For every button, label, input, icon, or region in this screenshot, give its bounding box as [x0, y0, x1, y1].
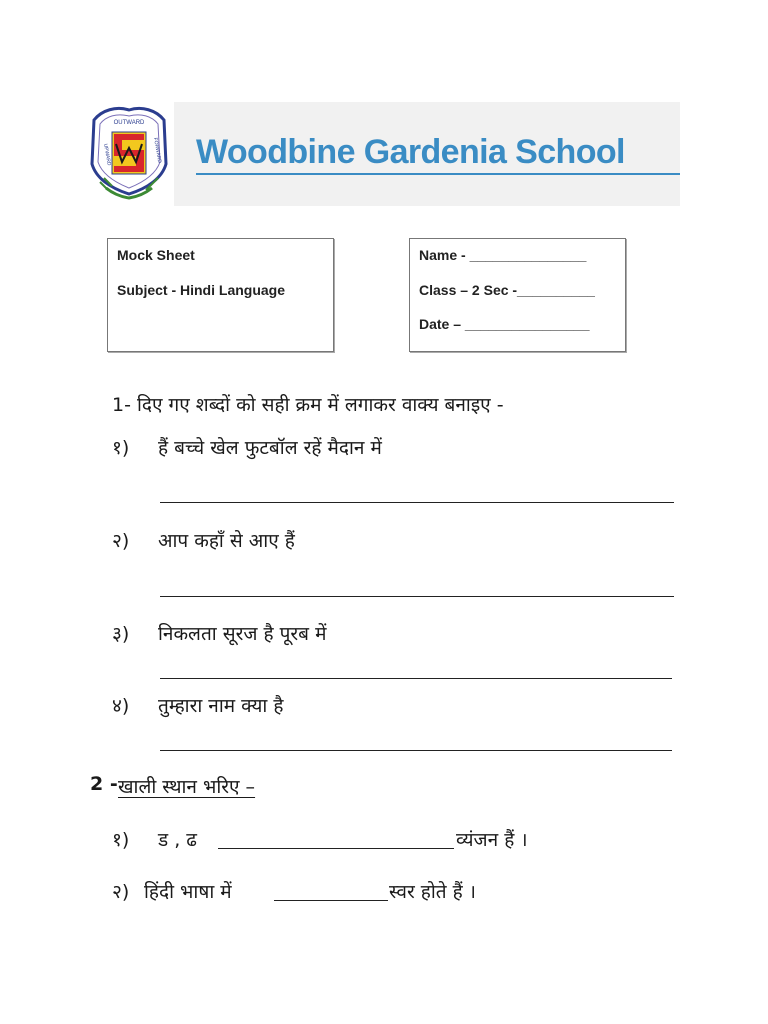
section2-heading: खाली स्थान भरिए – [118, 776, 256, 798]
fill-item-number: १) [112, 829, 130, 851]
answer-line[interactable] [160, 502, 674, 503]
question-number: ४) [112, 695, 130, 717]
question-text: हैं बच्चे खेल फुटबॉल रहें मैदान में [158, 437, 382, 459]
question-text: तुम्हारा नाम क्या है [158, 695, 284, 717]
school-logo [86, 104, 172, 202]
student-info-box [409, 238, 626, 352]
date-field[interactable]: Date – ________________ [419, 316, 590, 332]
question-text: आप कहाँ से आए हैं [158, 530, 295, 552]
fill-item-number: २) [112, 881, 130, 903]
school-name-underline [196, 173, 680, 175]
question-number: २) [112, 530, 130, 552]
name-field[interactable]: Name - _______________ [419, 247, 587, 263]
question-number: ३) [112, 623, 130, 645]
logo-motto-top: OUTWARD [113, 120, 145, 126]
answer-line[interactable] [160, 750, 672, 751]
subject-line: Subject - Hindi Language [117, 282, 286, 298]
logo-motto-right: FORWARD [152, 137, 163, 164]
logo-motto-left: UPWARD [102, 143, 112, 167]
answer-line[interactable] [160, 678, 672, 679]
fill-item-prefix: हिंदी भाषा में [144, 881, 232, 903]
section1-heading: 1- दिए गए शब्दों को सही क्रम में लगाकर वाक्य बनाइए - [112, 394, 504, 416]
class-field[interactable]: Class – 2 Sec -__________ [419, 282, 595, 298]
fill-item-suffix: व्यंजन हैं । [456, 829, 528, 851]
question-text: निकलता सूरज है पूरब में [158, 623, 327, 645]
section2-number: 2 - [90, 773, 118, 795]
school-name: Woodbine Gardenia School [196, 133, 625, 171]
question-number: १) [112, 437, 130, 459]
fill-blank[interactable] [218, 848, 454, 849]
sheet-info-box [107, 238, 334, 352]
fill-item-suffix: स्वर होते हैं । [389, 881, 476, 903]
fill-blank[interactable] [274, 900, 388, 901]
sheet-type: Mock Sheet [117, 247, 195, 263]
fill-item-prefix: ड , ढ [158, 829, 197, 851]
answer-line[interactable] [160, 596, 674, 597]
